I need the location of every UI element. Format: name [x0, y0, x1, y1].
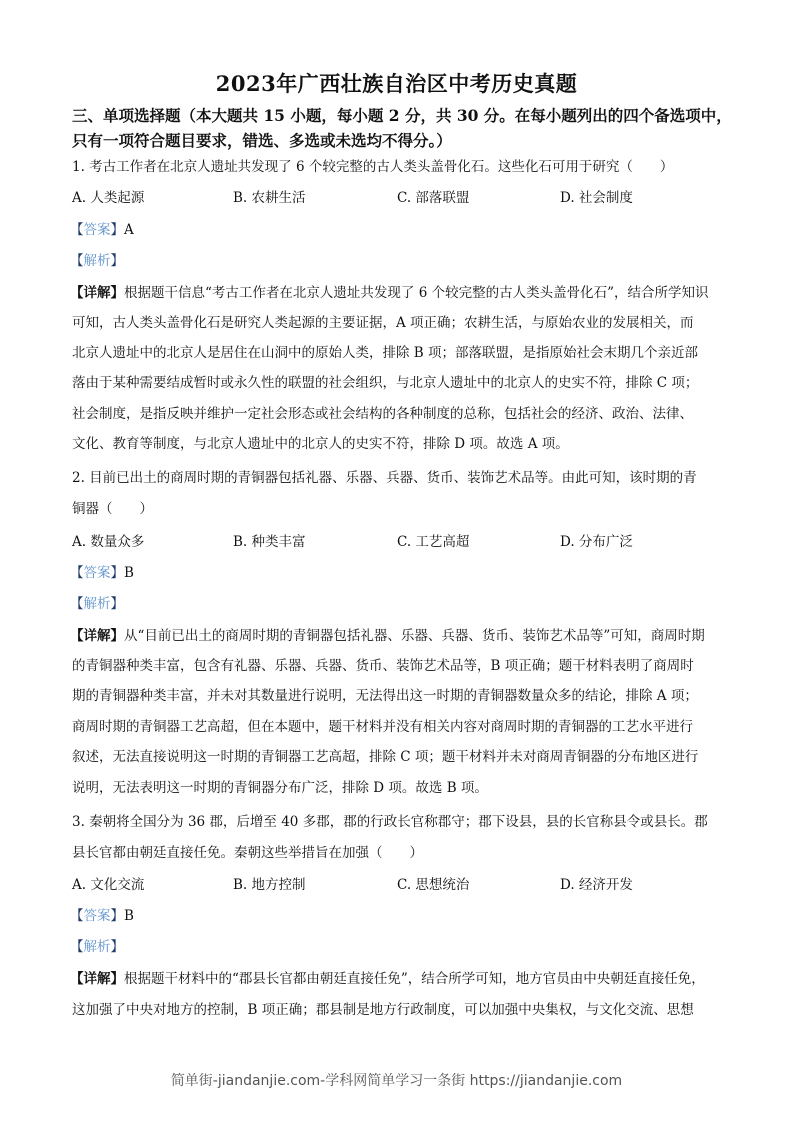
option-c: C. 工艺高超 [397, 534, 470, 550]
detail-line: 叙述，无法直接说明这一时期的青铜器工艺高超，排除 C 项；题干材料并未对商周青铜器的分布地区进行 [72, 749, 699, 765]
question-2-options [72, 532, 732, 552]
option-d: D. 社会制度 [560, 190, 633, 206]
option-c: C. 思想统治 [397, 877, 470, 893]
question-3-stem: 县长官都由朝廷直接任免。秦朝这些举措旨在加强（ ） [72, 845, 423, 861]
detail-label: 【详解】 [70, 628, 124, 644]
detail-line: 文化、教育等制度，与北京人遗址中的北京人的史实不符，排除 D 项。故选 A 项。 [72, 436, 569, 452]
question-3-stem: 3. 秦朝将全国分为 36 郡，后增至 40 多郡，郡的行政长官称郡守；郡下设县，县的长官称县令或县长。郡 [72, 814, 708, 830]
option-b: B. 地方控制 [233, 877, 306, 893]
detail-line: 这加强了中央对地方的控制，B 项正确；郡县制是地方行政制度，可以加强中央集权，与文化交流、思想 [72, 1002, 694, 1018]
option-d: D. 分布广泛 [560, 534, 633, 550]
answer-value: A [124, 222, 134, 238]
answer-label: 【答案】B [70, 908, 134, 924]
detail-line: 可知，古人类头盖骨化石是研究人类起源的主要证据，A 项正确；农耕生活，与原始农业的发展相关，而 [72, 315, 694, 331]
analysis-label: 【解析】 [70, 596, 124, 612]
detail-label: 【详解】 [70, 971, 124, 987]
option-b: B. 农耕生活 [233, 190, 306, 206]
page-title: 2023年广西壮族自治区中考历史真题 [215, 71, 578, 96]
option-a: A. 数量众多 [72, 534, 145, 550]
question-3-options [72, 875, 732, 895]
detail-line: 北京人遗址中的北京人是居住在山洞中的原始人类，排除 B 项；部落联盟，是指原始社会末期几个亲近部 [72, 345, 699, 361]
option-a: A. 文化交流 [72, 877, 145, 893]
detail-line: 商周时期的青铜器工艺高超，但在本题中，题干材料并没有相关内容对商周时期的青铜器的工艺水平进行 [72, 719, 693, 735]
option-b: B. 种类丰富 [233, 534, 306, 550]
footer-watermark: 简单街-jiandanjie.com-学科网简单学习一条街 https://jiandanjie.com [170, 1073, 623, 1089]
answer-value: B [124, 908, 134, 924]
question-1-stem: 1. 考古工作者在北京人遗址共发现了 6 个较完整的古人类头盖骨化石。这些化石可用于研究（ ） [72, 159, 674, 175]
option-a: A. 人类起源 [72, 190, 145, 206]
option-c: C. 部落联盟 [397, 190, 470, 206]
detail-label: 【详解】 [70, 285, 124, 301]
question-2-stem: 铜器（ ） [72, 501, 153, 517]
question-1-detail: 【详解】根据题干信息“考古工作者在北京人遗址共发现了 6 个较完整的古人类头盖骨化石”，结合所学知识 [70, 285, 709, 301]
answer-label: 【答案】A [70, 222, 134, 238]
section-heading [72, 103, 732, 153]
detail-line: 的青铜器种类丰富，包含有礼器、乐器、兵器、货币、装饰艺术品等，B 项正确；题干材料表明了商周时 [72, 658, 694, 674]
option-d: D. 经济开发 [560, 877, 633, 893]
answer-label: 【答案】B [70, 565, 134, 581]
detail-line: 说明，无法表明这一时期的青铜器分布广泛，排除 D 项。故选 B 项。 [72, 780, 488, 796]
detail-line: 落由于某种需要结成暂时或永久性的联盟的社会组织，与北京人遗址中的北京人的史实不符，排除 C 项； [72, 375, 699, 391]
question-2-detail: 【详解】从“目前已出土的商周时期的青铜器包括礼器、乐器、兵器、货币、装饰艺术品等”可知，商周时期 [70, 628, 705, 644]
analysis-label: 【解析】 [70, 253, 124, 269]
question-2-stem: 2. 目前已出土的商周时期的青铜器包括礼器、乐器、兵器、货币、装饰艺术品等。由此可知，该时期的青 [72, 470, 697, 486]
question-1-options [72, 188, 732, 208]
question-3-detail: 【详解】根据题干材料中的“郡县长官都由朝廷直接任免”，结合所学可知，地方官员由中央朝廷直接任免， [70, 971, 705, 987]
section-heading-line: 三、单项选择题（本大题共 15 小题，每小题 2 分，共 30 分。在每小题列出的四个备选项中， [72, 106, 732, 125]
section-heading-line: 只有一项符合题目要求，错选、多选或未选均不得分。） [72, 131, 452, 150]
answer-value: B [124, 565, 134, 581]
detail-line: 期的青铜器种类丰富，并未对其数量进行说明，无法得出这一时期的青铜器数量众多的结论，排除 A 项； [72, 688, 698, 704]
detail-line: 社会制度，是指反映并维护一定社会形态或社会结构的各种制度的总称，包括社会的经济、政治、法律、 [72, 406, 693, 422]
analysis-label: 【解析】 [70, 939, 124, 955]
